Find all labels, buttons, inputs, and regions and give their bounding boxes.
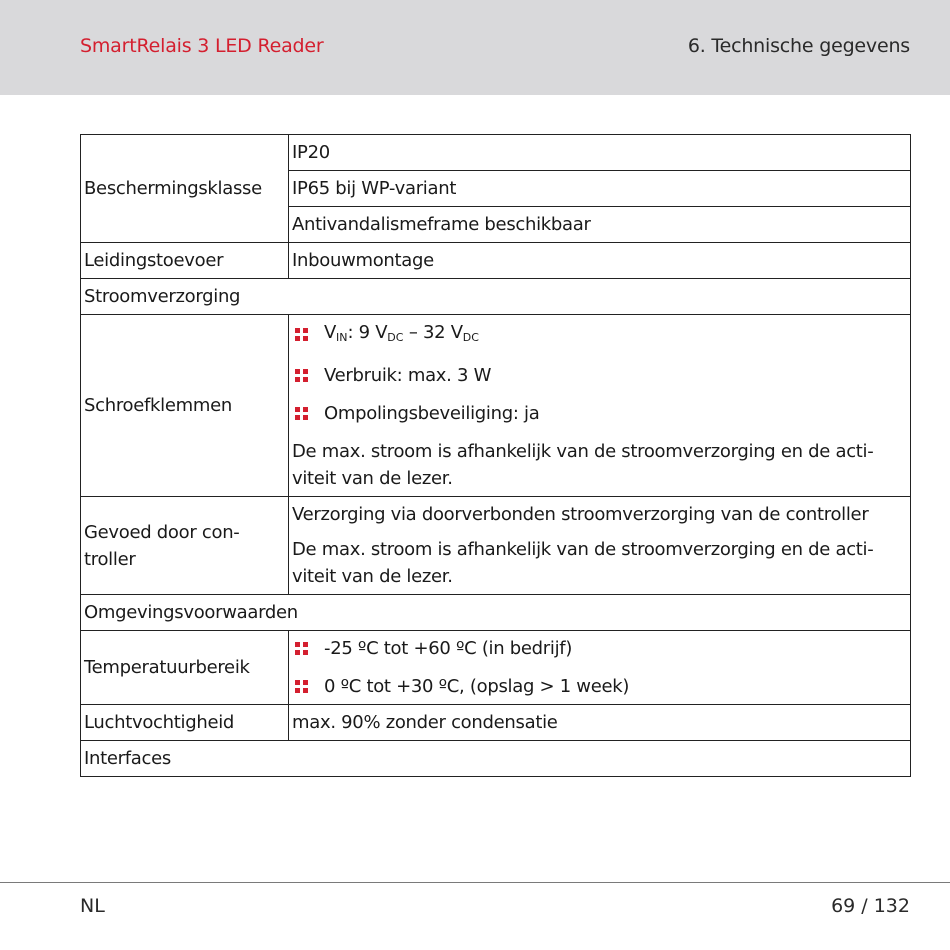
screw-terminal-details — [289, 315, 911, 497]
protection-value: Antivandalismeframe beschikbaar — [289, 207, 911, 243]
spec-table — [80, 134, 911, 777]
bullet-square-icon — [295, 328, 309, 342]
consumption-text: Verbruik: max. 3 W — [324, 365, 492, 386]
interfaces-section-heading: Interfaces — [81, 741, 911, 777]
wiring-value: Inbouwmontage — [289, 243, 911, 279]
controller-powered-details — [289, 497, 911, 595]
list-item — [295, 400, 907, 427]
temperature-details — [289, 631, 911, 705]
protection-value: IP65 bij WP-variant — [289, 171, 911, 207]
polarity-text: Ompolingsbeveiliging: ja — [324, 403, 540, 424]
controller-supply-text: Verzorging via doorverbonden stroomverzorging van de controller — [292, 504, 869, 525]
screw-terminal-label: Schroefklemmen — [81, 315, 289, 497]
list-item — [295, 319, 907, 351]
document-title: SmartRelais 3 LED Reader — [80, 35, 324, 57]
wiring-label: Leidingstoevoer — [81, 243, 289, 279]
bullet-square-icon — [295, 642, 309, 656]
humidity-label: Luchtvochtigheid — [81, 705, 289, 741]
protection-label: Beschermingsklasse — [81, 135, 289, 243]
chapter-title: 6. Technische gegevens — [687, 35, 910, 57]
bullet-square-icon — [295, 680, 309, 694]
page-header — [0, 0, 950, 95]
page-number: 69 / 132 — [831, 895, 910, 917]
voltage-range: $V_{IN}$: 9 $V_{DC} - 32$ $V_{DC}$ — [324, 322, 479, 344]
power-section-heading: Stroomverzorging — [81, 279, 911, 315]
footer-divider — [0, 882, 950, 883]
current-note: De max. stroom is afhankelijk van de stroomverzorging en de acti-viteit van de lezer. — [292, 441, 874, 489]
humidity-value: max. 90% zonder condensatie — [289, 705, 911, 741]
protection-value: IP20 — [289, 135, 911, 171]
bullet-square-icon — [295, 369, 309, 383]
environment-section-heading: Omgevingsvoorwaarden — [81, 595, 911, 631]
list-item — [295, 635, 907, 662]
controller-powered-label: Gevoed door con-troller — [81, 497, 289, 595]
list-item — [295, 673, 907, 700]
list-item — [295, 362, 907, 389]
current-note: De max. stroom is afhankelijk van de stroomverzorging en de acti-viteit van de lezer. — [292, 539, 874, 587]
storage-temperature: 0 ºC tot +30 ºC, (opslag > 1 week) — [324, 676, 630, 697]
operating-temperature: -25 ºC tot +60 ºC (in bedrijf) — [324, 638, 573, 659]
bullet-square-icon — [295, 407, 309, 421]
language-code: NL — [80, 895, 105, 917]
temperature-label: Temperatuurbereik — [81, 631, 289, 705]
